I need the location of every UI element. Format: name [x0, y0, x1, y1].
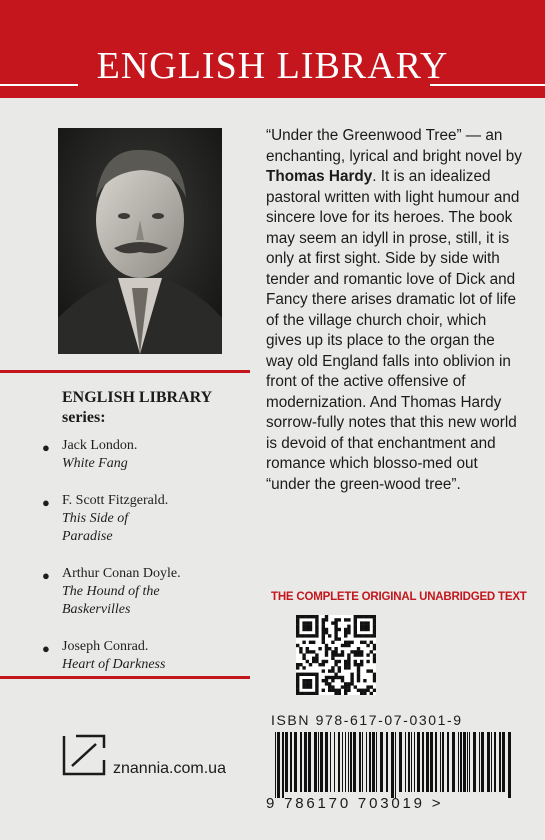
series-heading-line1: ENGLISH LIBRARY — [62, 389, 213, 406]
book-author: Arthur Conan Doyle. — [62, 566, 181, 581]
book-title: This Side of — [62, 511, 129, 526]
bullet-icon: ● — [42, 440, 50, 455]
qr-code-icon — [296, 615, 376, 695]
publisher-logo-graphic — [62, 734, 106, 776]
author-portrait — [58, 128, 222, 354]
list-item — [42, 437, 252, 473]
series-book-list — [42, 437, 252, 693]
barcode-number: 9 786170 703019 > — [266, 795, 444, 812]
book-title: White Fang — [62, 456, 128, 471]
bullet-icon: ● — [42, 568, 50, 583]
book-author: F. Scott Fitzgerald. — [62, 493, 169, 508]
book-title: Heart of Darkness — [62, 657, 166, 672]
series-heading-line2: series: — [62, 409, 106, 426]
book-description — [266, 126, 524, 495]
barcode-graphic — [271, 732, 515, 798]
book-title-cont: Paradise — [62, 529, 113, 544]
separator-top — [0, 370, 250, 373]
barcode — [271, 732, 515, 798]
book-author: Jack London. — [62, 438, 138, 453]
portrait-illustration — [58, 128, 222, 354]
isbn-text: ISBN 978-617-07-0301-9 — [271, 712, 463, 728]
top-banner — [0, 0, 545, 98]
unabridged-notice: THE COMPLETE ORIGINAL UNABRIDGED TEXT — [271, 591, 527, 603]
list-item — [42, 492, 252, 546]
qr-code-graphic — [296, 615, 376, 695]
bullet-icon: ● — [42, 641, 50, 656]
book-title: The Hound of the — [62, 584, 160, 599]
book-author: Joseph Conrad. — [62, 639, 149, 654]
publisher-logo-icon — [62, 734, 106, 776]
list-item — [42, 638, 252, 674]
book-title-cont: Baskervilles — [62, 602, 131, 617]
description-text-1: “Under the Greenwood Tree” — an enchanting, lyrical and bright novel by — [266, 127, 522, 165]
series-heading — [62, 388, 212, 428]
banner-title: ENGLISH LIBRARY — [96, 45, 449, 87]
description-text-2: . It is an idealized pastoral written with light humour and sincere love for its heroes. The book may seem an idyll in prose, still, it is only at first sight. Side by side with tender and romantic love of Dick and Fancy there arises dramatic lot of life of the village church choir, which gives up its place to the organ the way old England falls into oblivion in front of the active offensive of modernization. And Thomas Hardy sorrow-fully notes that this new world is devoid of that enchantment and romance which blosso-med out “under the green-wood tree”. — [266, 168, 520, 493]
separator-bottom — [0, 676, 250, 679]
description-author: Thomas Hardy — [266, 168, 373, 185]
list-item — [42, 565, 252, 619]
publisher-website[interactable]: znannia.com.ua — [113, 760, 226, 777]
bullet-icon: ● — [42, 495, 50, 510]
